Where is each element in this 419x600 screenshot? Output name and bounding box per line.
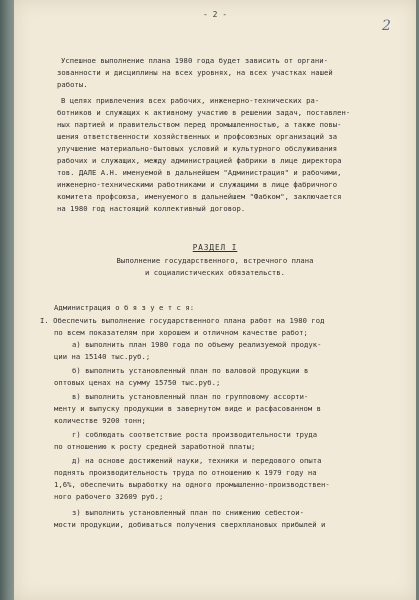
section-heading: РАЗДЕЛ I — [192, 243, 238, 252]
preamble-line: Успешное выполнение плана 1980 года будет зависить от органи- — [61, 56, 329, 65]
section-subtitle-line: и социалистических обязательств. — [144, 268, 286, 277]
obligation-line: з) выполнить установленный план по снижению себестои- — [72, 508, 304, 517]
page-number: - 2 - — [202, 10, 228, 19]
preamble-line: зованности и дисциплины на всех уровнях, на всех участках нашей — [57, 68, 333, 77]
preamble-line: шения ответственности хозяйственных и профсоюзных организаций за — [57, 132, 338, 141]
obligation-line: менту и выпуску продукции в завернутом виде и расфасованном в — [54, 404, 322, 413]
obligation-line: поднять производительность труда по отношению к 1979 году на — [54, 468, 317, 477]
preamble-line: комитета профсоюза, именуемого в дальнейшем "Фабком", заключается — [57, 192, 342, 201]
obligation-line: 1,6%, обеспечить выработку на одного промышленно-производствен- — [54, 480, 330, 489]
obligation-line: количестве 9200 тонн; — [54, 416, 146, 425]
preamble-line: тов. ДАЛЕ А.Н. именуемой в дальнейшем "Администрация" и рабочими, — [57, 168, 342, 177]
preamble-line: инженерно-техническими работниками и служащими в лице фабричного — [57, 180, 338, 189]
obligation-line: г) соблюдать соответствие роста производительности труда — [72, 430, 318, 439]
obligation-line: по всем показателям при хорошем и отличном качестве работ; — [54, 328, 308, 337]
preamble-line: ных партией и правительством перед промышленностью, а также повы- — [57, 120, 342, 129]
preamble-line: В целях привлечения всех рабочих, инженерно-технических ра- — [61, 96, 320, 105]
obligation-line: д) на основе достижений науки, техники и передового опыта — [72, 456, 322, 465]
obligation-line: мости продукции, добиваться получения сверхплановых прибылей и — [54, 520, 326, 529]
preamble-line: рабочих и служащих, между администрацией фабрики в лице директора — [57, 156, 342, 165]
obligation-line: по отношению к росту средней заработной платы; — [54, 442, 256, 451]
obligation-line: ного рабочего 32609 руб.; — [54, 492, 164, 501]
preamble-line: работы. — [57, 80, 88, 89]
binding-edge — [0, 0, 14, 600]
preamble-line: ботников и служащих к активному участию в решении задач, поставлен- — [57, 108, 351, 117]
obligation-line: I. Обеспечить выполнение государственного плана работ на 1980 год — [40, 316, 325, 325]
obligation-line: а) выполнить план 1980 года по объему реализуемой продук- — [72, 340, 322, 349]
obligation-line: оптовых ценах на сумму 15750 тыс.руб.; — [54, 378, 221, 387]
obligations-intro: Администрация о б я з у е т с я: — [54, 303, 195, 312]
obligation-line: ции на 15140 тыс.руб.; — [54, 352, 151, 361]
preamble-line: улучшение материально-бытовых условий и культурного обслуживания — [57, 144, 338, 153]
obligation-line: в) выполнить установленный план по групповому ассорти- — [72, 392, 309, 401]
section-subtitle-line: Выполнение государственного, встречного плана — [116, 256, 314, 265]
handwritten-page-number: 2 — [382, 18, 391, 34]
obligation-line: б) выполнить установленный план по валовой продукции в — [72, 366, 309, 375]
document-page — [14, 0, 416, 600]
preamble-line: на 1980 год настоящий коллективный договор. — [57, 204, 246, 213]
